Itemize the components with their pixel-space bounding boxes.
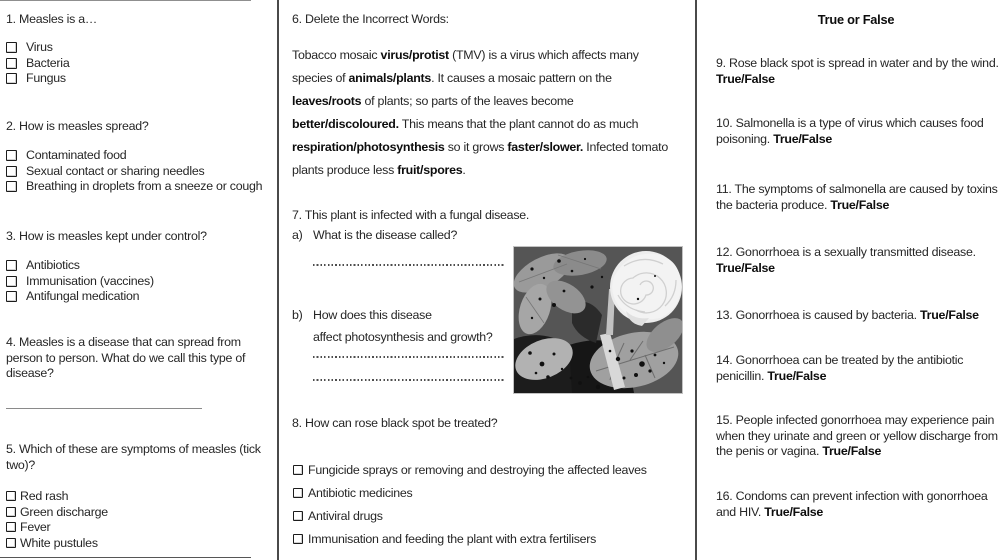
question-14	[716, 353, 963, 384]
checkbox-icon[interactable]	[293, 465, 303, 475]
question-6-paragraph	[292, 44, 668, 182]
option-label: Immunisation and feeding the plant with extra fertilisers	[308, 532, 597, 546]
answer-dotted-line[interactable]	[313, 356, 505, 358]
left-column	[6, 0, 268, 560]
text: plants produce less	[292, 163, 398, 177]
question-1-options	[6, 40, 69, 87]
option-label: Bacteria	[26, 55, 70, 70]
bold-text: virus/protist	[380, 48, 449, 62]
column-divider-left	[277, 0, 279, 560]
checkbox-icon[interactable]	[6, 166, 17, 177]
question-8-heading: 8. How can rose black spot be treated?	[292, 416, 498, 430]
answer-dotted-line[interactable]	[313, 264, 505, 266]
checkbox-icon[interactable]	[6, 150, 17, 161]
option-row	[293, 462, 647, 478]
option-row	[6, 258, 154, 274]
text: This means that the plant cannot do as much	[398, 117, 639, 131]
option-row	[6, 164, 262, 180]
text: of plants; so parts of the leaves become	[361, 94, 574, 108]
text: 12. Gonorrhoea is a sexually transmitted disease.	[716, 245, 976, 259]
text-line	[292, 67, 668, 90]
checkbox-icon[interactable]	[6, 42, 17, 53]
text: 13. Gonorrhoea is caused by bacteria.	[716, 308, 921, 322]
question-2-text: 2. How is measles spread?	[6, 119, 149, 133]
text: .	[462, 163, 466, 177]
text-line	[716, 505, 988, 521]
text-line	[716, 132, 984, 148]
bold-text: True/False	[822, 444, 882, 459]
text: 15. People infected gonorrhoea may experience pain	[716, 413, 995, 427]
bold-text: True/False	[764, 504, 824, 519]
question-11	[716, 182, 998, 213]
question-2-options	[6, 148, 262, 195]
text-line	[292, 136, 668, 159]
question-9	[716, 56, 999, 87]
option-row	[6, 179, 262, 195]
bold-text: True/False	[716, 71, 775, 86]
text-line	[292, 113, 668, 136]
option-label: Antibiotic medicines	[308, 486, 413, 500]
text-line	[313, 304, 493, 326]
checkbox-icon[interactable]	[6, 507, 16, 517]
text-line	[292, 159, 668, 182]
option-row	[6, 148, 262, 164]
bold-text: faster/slower.	[507, 140, 584, 154]
option-row	[293, 485, 647, 501]
option-row	[6, 520, 108, 536]
bold-text: True/False	[920, 308, 979, 322]
text: . It causes a mosaic pattern on the	[431, 71, 612, 85]
option-label: Sexual contact or sharing needles	[26, 163, 205, 178]
answer-blank-line[interactable]	[6, 408, 202, 409]
checkbox-icon[interactable]	[6, 276, 17, 287]
option-row	[6, 505, 108, 521]
option-row	[6, 289, 154, 305]
option-label: White pustules	[20, 535, 98, 550]
option-label: Green discharge	[20, 504, 108, 519]
text: the penis or vagina.	[716, 444, 823, 459]
question-16	[716, 489, 988, 520]
question-7b-row	[292, 304, 493, 348]
option-label: Antifungal medication	[26, 289, 140, 304]
text: Tobacco mosaic	[292, 48, 381, 62]
question-5-options	[6, 489, 108, 551]
checkbox-icon[interactable]	[6, 491, 16, 501]
option-label: Virus	[26, 40, 53, 54]
text: Infected tomato	[583, 140, 668, 154]
question-7-heading: 7. This plant is infected with a fungal disease.	[292, 208, 530, 222]
text-line	[716, 56, 999, 72]
text: 10. Salmonella is a type of virus which causes food	[716, 116, 984, 130]
question-8-options	[292, 462, 647, 554]
text-line	[716, 182, 998, 198]
option-row	[6, 274, 154, 290]
option-row	[293, 508, 647, 524]
option-row	[6, 71, 69, 87]
option-row	[293, 531, 647, 547]
text: when they urinate and green or yellow discharge from	[716, 428, 998, 443]
text-line	[313, 326, 493, 348]
bold-text: fruit/spores	[397, 163, 463, 177]
right-column	[716, 0, 999, 560]
column-divider-right	[695, 0, 697, 560]
question-4-text	[6, 335, 245, 382]
option-label: Immunisation (vaccines)	[26, 273, 154, 288]
text: How does this disease	[313, 308, 432, 322]
text: species of	[292, 71, 349, 85]
rose-black-spot-photo-art	[514, 247, 682, 393]
option-label: Fever	[20, 520, 51, 535]
bold-text: respiration/photosynthesis	[292, 140, 445, 154]
checkbox-icon[interactable]	[293, 534, 303, 544]
text-line	[6, 442, 261, 458]
checkbox-icon[interactable]	[6, 181, 17, 192]
option-row	[6, 40, 69, 56]
bold-text: leaves/roots	[292, 94, 362, 108]
rose-black-spot-photo	[513, 246, 683, 394]
bold-text: True/False	[767, 368, 827, 383]
option-label: Antiviral drugs	[308, 509, 383, 523]
option-label: Fungicide sprays or removing and destroying the affected leaves	[308, 463, 647, 477]
bold-text: True/False	[716, 260, 775, 275]
option-label: Fungus	[26, 71, 66, 86]
text-line	[6, 366, 245, 382]
text: 4. Measles is a disease that can spread from	[6, 335, 241, 349]
option-row	[6, 489, 108, 505]
checkbox-icon[interactable]	[6, 291, 17, 302]
text-line	[716, 413, 998, 429]
option-label: Red rash	[20, 489, 69, 503]
text-line	[716, 369, 963, 385]
question-1-text: 1. Measles is a…	[6, 12, 98, 26]
checkbox-icon[interactable]	[293, 488, 303, 498]
checkbox-icon[interactable]	[6, 260, 17, 271]
text: (TMV) is a virus which affects many	[448, 48, 639, 62]
text: 14. Gonorrhoea can be treated by the antibiotic	[716, 353, 964, 367]
option-row	[6, 536, 108, 552]
text-line	[716, 198, 998, 214]
bold-text: True/False	[773, 131, 832, 146]
true-or-false-heading: True or False	[817, 12, 895, 27]
question-3-options	[6, 258, 154, 305]
option-label: Contaminated food	[26, 148, 127, 162]
text: the bacteria produce.	[716, 197, 831, 212]
text-line	[716, 444, 998, 460]
option-label: Breathing in droplets from a sneeze or cough	[26, 179, 263, 194]
bold-text: animals/plants	[348, 71, 432, 85]
question-7b-text	[313, 304, 493, 348]
text: and HIV.	[716, 504, 765, 519]
option-row	[6, 56, 69, 72]
text: 16. Condoms can prevent infection with gonorrhoea	[716, 489, 988, 503]
text: so it grows	[444, 140, 508, 154]
checkbox-icon[interactable]	[6, 58, 17, 69]
text-line	[716, 245, 976, 261]
text: 11. The symptoms of salmonella are caused by toxins	[716, 182, 998, 196]
text-line	[716, 429, 998, 445]
text-line	[716, 489, 988, 505]
text-line	[716, 308, 979, 324]
text-line	[292, 44, 668, 67]
question-7a-row	[292, 228, 457, 244]
text: poisoning.	[716, 131, 774, 146]
question-3-text: 3. How is measles kept under control?	[6, 229, 207, 243]
text-line	[716, 353, 963, 369]
checkbox-icon[interactable]	[6, 522, 16, 532]
text: two)?	[6, 457, 36, 472]
question-7b-label: b)	[292, 308, 303, 322]
text: affect photosynthesis and growth?	[313, 330, 493, 344]
text: 5. Which of these are symptoms of measles (tick	[6, 442, 261, 456]
question-7a-label: a)	[292, 228, 303, 242]
text-line	[292, 90, 668, 113]
question-6-heading: 6. Delete the Incorrect Words:	[292, 12, 449, 26]
text: disease?	[6, 366, 54, 381]
bold-text: True/False	[830, 197, 890, 212]
text: penicillin.	[716, 368, 768, 383]
option-label: Antibiotics	[26, 258, 80, 272]
checkbox-icon[interactable]	[6, 73, 17, 84]
text-line	[6, 335, 245, 351]
checkbox-icon[interactable]	[293, 511, 303, 521]
question-10	[716, 116, 984, 147]
question-5-text	[6, 442, 261, 473]
answer-dotted-line[interactable]	[313, 379, 505, 381]
middle-column	[292, 0, 684, 560]
checkbox-icon[interactable]	[6, 538, 16, 548]
text-line	[6, 458, 261, 474]
text-line	[716, 261, 976, 277]
text-line	[6, 351, 245, 367]
question-7a-text: What is the disease called?	[313, 228, 458, 242]
question-13	[716, 308, 979, 324]
bold-text: better/discoloured.	[292, 117, 399, 131]
question-12	[716, 245, 976, 276]
text: person to person. What do we call this type of	[6, 350, 246, 365]
text-line	[716, 72, 999, 88]
text-line	[716, 116, 984, 132]
question-15	[716, 413, 998, 460]
text: 9. Rose black spot is spread in water and by the wind.	[716, 56, 999, 70]
